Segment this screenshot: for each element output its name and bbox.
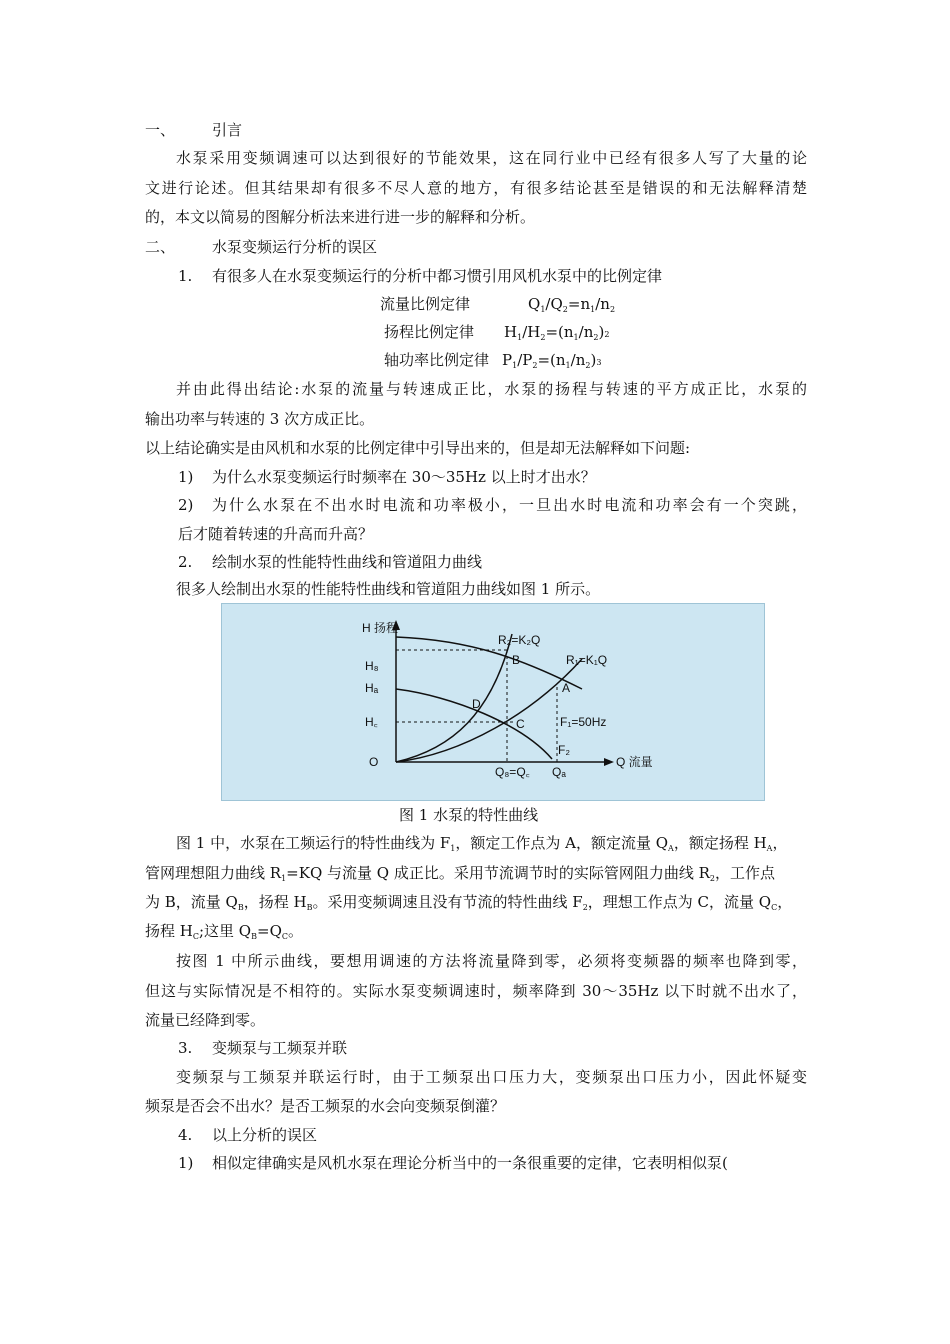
item-3-text: 变频泵与工频泵并联 <box>212 1039 348 1057</box>
point-a-label: A <box>562 681 571 695</box>
conclusion-line-1: 并由此得出结论:水泵的流量与转速成正比，水泵的扬程与转速的平方成正比，水泵的 <box>176 380 807 398</box>
question-1-number: 1) <box>178 468 194 486</box>
intro-line-1: 水泵采用变频调速可以达到很好的节能效果，这在同行业中已经有很多人写了大量的论 <box>176 149 807 167</box>
flow-law-label: 流量比例定律 <box>380 295 471 313</box>
hb-label: H₈ <box>365 659 379 673</box>
intro-line-2: 文进行论述。但其结果却有很多不尽人意的地方，有很多结论甚至是错误的和无法解释清楚 <box>145 179 807 197</box>
power-law-label: 轴功率比例定律 <box>384 351 490 369</box>
parallel-para-line-1: 变频泵与工频泵并联运行时，由于工频泵出口压力大，变频泵出口压力小，因此怀疑变 <box>176 1068 807 1086</box>
conclusion-line-2: 输出功率与转速的 3 次方成正比。 <box>145 410 375 428</box>
intro-line-3: 的，本文以简易的图解分析法来进行进一步的解释和分析。 <box>145 208 536 226</box>
figure-caption: 图 1 水泵的特性曲线 <box>399 806 539 824</box>
f1-label: F₁=50Hz <box>560 715 607 729</box>
qa-label: Qₐ <box>552 765 566 779</box>
power-law-formula: $P_1/P_2=(n_1/n_2)3$ <box>502 351 602 370</box>
head-law-formula: $H_1/H_2=(n_1/n_2)2$ <box>504 323 610 342</box>
fig-para-line-2: 管网理想阻力曲线 $R_1=KQ$ 与流量 Q 成正比。采用节流调节时的实际管网阻力曲线 $R_2$，工作点 <box>145 864 776 883</box>
item-2-number: 2. <box>178 553 193 571</box>
point-b-label: B <box>512 653 521 667</box>
zero-para-line-1: 按图 1 中所示曲线，要想用调速的方法将流量降到零，必须将变频器的频率也降到零， <box>176 952 807 970</box>
fig-para-line-4: 扬程 $H_C$;这里 $Q_B=Q_C$。 <box>145 922 304 941</box>
item-2-description: 很多人绘制出水泵的性能特性曲线和管道阻力曲线如图 1 所示。 <box>176 580 601 598</box>
x-axis-label: Q 流量 <box>616 755 653 769</box>
origin-label: O <box>369 755 379 769</box>
head-law-label: 扬程比例定律 <box>384 323 475 341</box>
question-2-number: 2) <box>178 496 194 514</box>
last-item-number: 1) <box>178 1154 194 1172</box>
x-axis-arrow <box>604 758 614 766</box>
zero-para-line-2: 但这与实际情况是不相符的。实际水泵变频调速时，频率降到 30～35Hz 以下时就不出水了， <box>145 982 807 1000</box>
pump-curve-figure <box>221 603 765 801</box>
section-2-number: 二、 <box>145 238 176 256</box>
qb-qc-label: Q₈=Q꜀ <box>495 765 530 779</box>
section-1-number: 一、 <box>145 121 176 139</box>
question-2-text: 为什么水泵在不出水时电流和功率极小，一旦出水时电流和功率会有一个突跳， <box>212 496 807 514</box>
section-1-title: 引言 <box>212 121 243 139</box>
flow-law-formula: $Q_1/Q_2=n_1/n_2$ <box>528 295 616 314</box>
item-2-text: 绘制水泵的性能特性曲线和管道阻力曲线 <box>212 553 483 571</box>
item-3-number: 3. <box>178 1039 193 1057</box>
f2-label: F₂ <box>558 743 570 757</box>
section-2-title: 水泵变频运行分析的误区 <box>212 238 378 256</box>
point-c-label: C <box>516 717 525 731</box>
conclusion-line-3: 以上结论确实是由风机和水泵的比例定律中引导出来的，但是却无法解释如下问题: <box>145 439 691 457</box>
r1-label: R₁=K₁Q <box>566 653 608 667</box>
item-1-number: 1. <box>178 267 193 285</box>
item-1-text: 有很多人在水泵变频运行的分析中都习惯引用风机水泵中的比例定律 <box>212 267 663 285</box>
zero-para-line-3: 流量已经降到零。 <box>145 1011 266 1029</box>
hc-label: H꜀ <box>365 715 378 729</box>
r2-label: R₂=K₂Q <box>498 633 541 647</box>
fig-para-line-1: 图 1 中，水泵在工频运行的特性曲线为 $F_1$，额定工作点为 A，额定流量 $Q_A$，额定扬程 $H_A$， <box>176 834 788 853</box>
r1-resistance-curve <box>396 659 582 762</box>
point-d-label: D <box>472 697 481 711</box>
ha-label: Hₐ <box>365 681 379 695</box>
pump-curve-svg <box>222 604 764 800</box>
question-1-text: 为什么水泵变频运行时频率在 30～35Hz 以上时才出水？ <box>212 468 596 486</box>
parallel-para-line-2: 频泵是否会不出水？是否工频泵的水会向变频泵倒灌？ <box>145 1097 506 1115</box>
item-4-number: 4. <box>178 1126 193 1144</box>
item-4-text: 以上分析的误区 <box>212 1126 318 1144</box>
fig-para-line-3: 为 B，流量 $Q_B$，扬程 $H_B$。采用变频调速且没有节流的特性曲线 $F_2$，理想工作点为 C，流量 $Q_C$， <box>145 893 793 912</box>
question-2-text-cont: 后才随着转速的升高而升高？ <box>178 525 374 543</box>
f1-pump-curve <box>396 637 582 689</box>
y-axis-label: H 扬程 <box>362 621 399 635</box>
last-item-text: 相似定律确实是风机水泵在理论分析当中的一条很重要的定律，它表明相似泵( <box>212 1154 728 1172</box>
